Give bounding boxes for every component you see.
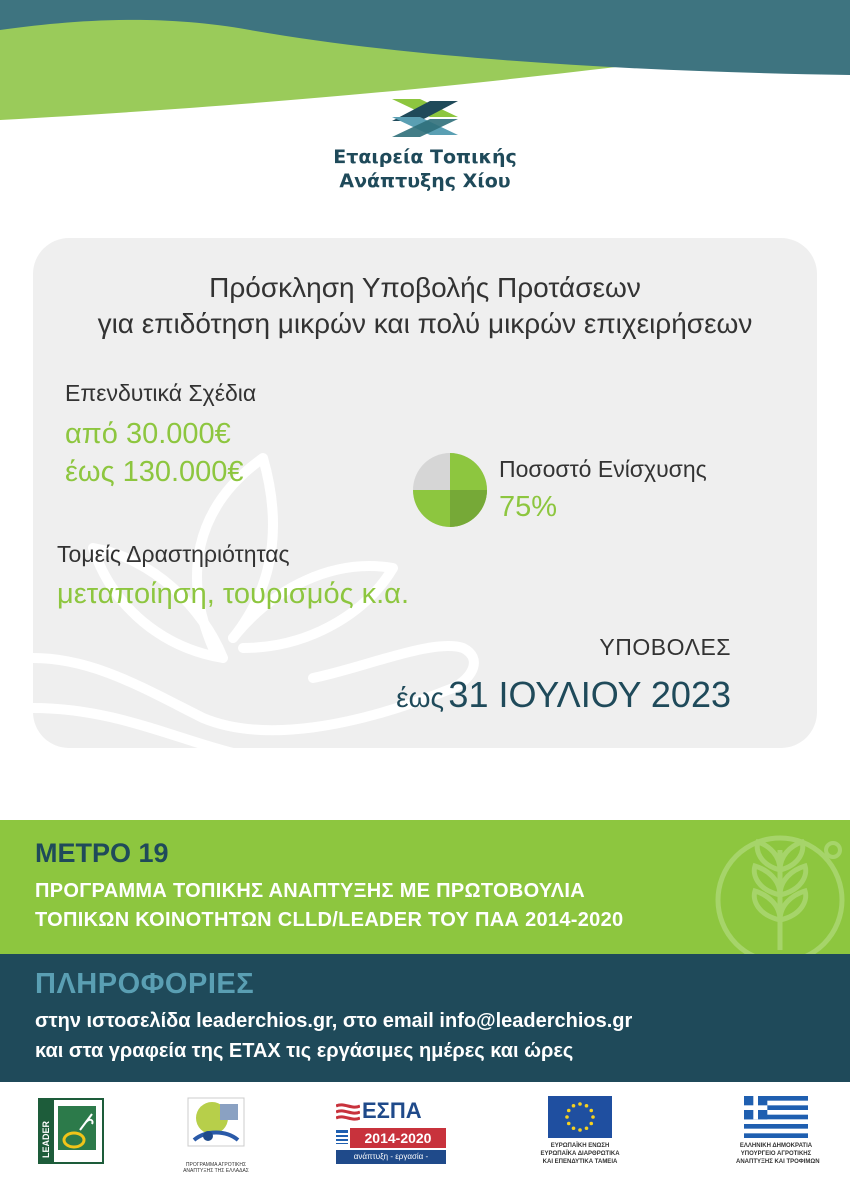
- eu-caption-line1: ΕΥΡΩΠΑΪΚΗ ΕΝΩΣΗ: [550, 1143, 610, 1149]
- organisation-logo: [310, 95, 540, 200]
- rural-development-program-caption: ΠΡΟΓΡΑΜΜΑ ΑΓΡΟΤΙΚΗΣ ΑΝΑΠΤΥΞΗΣ ΤΗΣ ΕΛΛΑΔΑΣ: [183, 1162, 249, 1174]
- info-line2: και στα γραφεία της ΕΤΑΧ τις εργάσιμες ημέρες και ώρες: [35, 1040, 574, 1062]
- support-rate-label: Ποσοστό Ενίσχυσης: [499, 456, 707, 482]
- eu-star: [585, 1104, 589, 1108]
- greek-flag-small-icon: [336, 1130, 348, 1144]
- greek-ministry-caption-line2: ΥΠΟΥΡΓΕΙΟ ΑΓΡΟΤΙΚΗΣ: [740, 1151, 812, 1157]
- eu-star: [572, 1126, 576, 1130]
- measure-title: ΜΕΤΡΟ 19: [35, 838, 169, 868]
- info-title: ΠΛΗΡΟΦΟΡΙΕΣ: [35, 968, 255, 1000]
- sectors-label: Τομείς Δραστηριότητας: [57, 541, 290, 567]
- call-title-line1: Πρόσκληση Υποβολής Προτάσεων: [209, 272, 641, 303]
- leader-logo-icon: [38, 1098, 104, 1164]
- espa-name: ΕΣΠΑ: [362, 1098, 422, 1123]
- eu-logo: [540, 1096, 620, 1176]
- support-rate-pie-icon: [411, 451, 489, 529]
- eu-caption-line2: ΕΥΡΩΠΑΪΚΑ ΔΙΑΡΘΡΩΤΙΚΑ: [540, 1151, 620, 1157]
- measure-line2: ΤΟΠΙΚΩΝ ΚΟΙΝΟΤΗΤΩΝ CLLD/LEADER ΤΟΥ ΠΑΑ 2014-2020: [35, 909, 624, 931]
- call-info-card: [33, 238, 817, 748]
- eu-star: [589, 1122, 593, 1126]
- etax-logo-mark-icon: [390, 95, 460, 139]
- eu-star: [567, 1122, 571, 1126]
- measure-line1: ΠΡΟΓΡΑΜΜΑ ΤΟΠΙΚΗΣ ΑΝΑΠΤΥΞΗΣ ΜΕ ΠΡΩΤΟΒΟΥΛΙΑ: [35, 880, 585, 902]
- leader-logo-text: LEADER: [41, 1120, 51, 1158]
- deadline-date: 31 ΙΟΥΛΙΟΥ 2023: [448, 674, 731, 715]
- investment-to: έως 130.000€: [65, 456, 244, 488]
- eu-star: [589, 1109, 593, 1113]
- investment-label: Επενδυτικά Σχέδια: [65, 380, 257, 406]
- call-title: [33, 270, 817, 342]
- espa-stripes-icon: [336, 1102, 360, 1122]
- investment-from: από 30.000€: [65, 418, 231, 450]
- eu-caption-line3: ΚΑΙ ΕΠΕΝΔΥΤΙΚΑ ΤΑΜΕΙΑ: [542, 1159, 618, 1165]
- greek-ministry-caption-line3: ΑΝΑΠΤΥΞΗΣ ΚΑΙ ΤΡΟΦΙΜΩΝ: [736, 1159, 820, 1165]
- sponsor-logos: [0, 1090, 850, 1194]
- call-title-line2: για επιδότηση μικρών και πολύ μικρών επιχειρήσεων: [97, 308, 753, 339]
- eu-star: [591, 1115, 595, 1119]
- eu-caption: [540, 1142, 620, 1166]
- greek-ministry-caption-line1: ΕΛΛΗΝΙΚΗ ΔΗΜΟΚΡΑΤΙΑ: [739, 1143, 813, 1149]
- support-rate-pie-accent: [450, 490, 487, 527]
- organisation-name-line1: Εταιρεία Τοπικής: [333, 146, 517, 168]
- greek-ministry-logo: [736, 1096, 820, 1176]
- info-band: [0, 954, 850, 1082]
- greek-ministry-caption: [736, 1142, 820, 1166]
- info-line1: στην ιστοσελίδα leaderchios.gr, στο email info@leaderchios.gr: [35, 1010, 633, 1032]
- organisation-name: [310, 145, 540, 193]
- eu-flag-icon: [548, 1096, 612, 1138]
- sectors-value: μεταποίηση, τουρισμός κ.α.: [57, 578, 410, 610]
- espa-logo: [336, 1096, 446, 1175]
- greek-flag-icon: [744, 1096, 808, 1138]
- support-rate-value: 75%: [499, 491, 558, 523]
- submissions-label: ΥΠΟΒΟΛΕΣ: [599, 634, 731, 660]
- espa-years: 2014-2020: [350, 1128, 446, 1148]
- submission-deadline: [396, 674, 731, 716]
- eu-star: [578, 1128, 582, 1132]
- eu-star: [572, 1104, 576, 1108]
- deadline-prefix: έως: [396, 682, 444, 713]
- eu-star: [578, 1102, 582, 1106]
- rural-development-program-logo-icon: [183, 1096, 249, 1174]
- eu-star: [567, 1109, 571, 1113]
- eu-star: [585, 1126, 589, 1130]
- wheat-circle-watermark-icon: [700, 820, 850, 954]
- measure-band: [0, 820, 850, 954]
- organisation-name-line2: Ανάπτυξης Χίου: [339, 170, 511, 192]
- eu-star: [565, 1115, 569, 1119]
- espa-tagline: ανάπτυξη - εργασία - αλληλεγγύη: [336, 1150, 446, 1164]
